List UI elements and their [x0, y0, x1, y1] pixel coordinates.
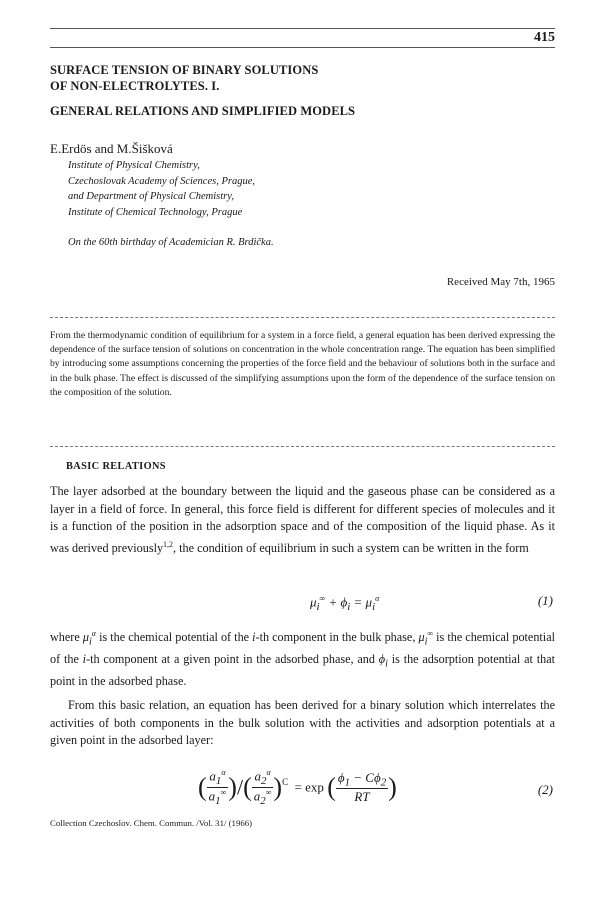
affiliation-line: Institute of Physical Chemistry, — [68, 160, 200, 171]
page-number: 415 — [534, 30, 555, 45]
affiliation — [68, 158, 255, 220]
header-rule-top — [50, 28, 555, 29]
body-paragraph-1 — [50, 483, 555, 557]
paragraph-text: where — [50, 630, 83, 645]
header-rule-bottom — [50, 47, 555, 48]
paper-title-line1: SURFACE TENSION OF BINARY SOLUTIONS — [50, 63, 319, 77]
equation-1 — [50, 590, 555, 614]
paragraph-text: is the chemical potential of the — [96, 630, 253, 645]
received-date: Received May 7th, 1965 — [446, 276, 555, 288]
affiliation-line: Institute of Chemical Technology, Prague — [68, 206, 243, 218]
abstract: From the thermodynamic condition of equilibrium for a system in a force field, a general equation has been derived expressing the dependence of the surface tension of solutions on concentration in the whole concentration range. The equation has been simplified by introducing some assumptions concerning the properties of the force field and the behaviour of solutions both in the surface and in the bulk phase. The effect is discussed of the simplifying assumptions upon the form of the dependence of the surface tension on the composition of the solution. — [50, 330, 555, 398]
equation-1-body: $\mu_i^\infty + \phi_i = \mu_i^\alpha$ — [310, 594, 380, 613]
paragraph-text: is the adsorption potential at that point in the adsorbed phase. — [50, 652, 555, 689]
equation-2-body: ( $\frac{a_1^\alpha}{a_1^\infty}$ )/( $\frac{a_2^\alpha}{a_2^\infty}$ )$^C$ = exp ( $\frac{\phi_1 - C\phi_2}{RT}$ ) — [198, 768, 397, 807]
paper-title-line3: GENERAL RELATIONS AND SIMPLIFIED MODELS — [50, 104, 356, 118]
body-paragraph-3: From this basic relation, an equation has been derived for a binary solution which interrelates the activities of both components in the bulk solution with the activities and adsorption potentials at a given point in the adsorbed layer: — [50, 698, 555, 748]
abstract-rule-top — [50, 317, 555, 318]
paper-title-line2: OF NON-ELECTROLYTES. I. — [50, 79, 220, 93]
affiliation-line: Czechoslovak Academy of Sciences, Prague, — [68, 175, 255, 187]
journal-footer: Collection Czechoslov. Chem. Commun. /Vol. 31/ (1966) — [50, 818, 253, 828]
equation-2-number: (2) — [537, 782, 553, 797]
equation-2 — [50, 768, 555, 814]
equation-1-number: (1) — [537, 593, 553, 608]
paragraph-text: , the condition of equilibrium in such a system can be written in the form — [173, 540, 529, 555]
reference-marker: 1,2 — [163, 539, 174, 549]
section-heading: BASIC RELATIONS — [66, 461, 166, 472]
body-paragraph-2: where $\mu_i^\alpha$ is the chemical potential of the i-th component in the bulk phase, $\mu_i^\infty$ is the chemical potential of the i-th component at a given point in the adsorbed phase, and $\phi_i$ is the adsorption potential at that point in the adsorbed phase. — [50, 629, 555, 689]
paragraph-text: -th component in the bulk phase, — [255, 630, 419, 645]
affiliation-line: and Department of Physical Chemistry, — [68, 191, 234, 203]
paragraph-text: -th component at a given point in the adsorbed phase, and — [86, 652, 379, 667]
authors: E.Erdös and M.Šišková — [50, 141, 173, 156]
dedication: On the 60th birthday of Academician R. Brdička. — [68, 237, 274, 248]
paragraph-text: is the chemical potential of the — [50, 630, 555, 667]
abstract-rule-bottom — [50, 446, 555, 447]
paragraph-text: The layer adsorbed at the boundary between the liquid and the gaseous phase can be considered as a layer in a field of force. In general, this force field is different for different species of molecules and it is a function of the position in the adsorption space and of the composition of the liquid phase. As it was derived previously — [50, 484, 555, 555]
